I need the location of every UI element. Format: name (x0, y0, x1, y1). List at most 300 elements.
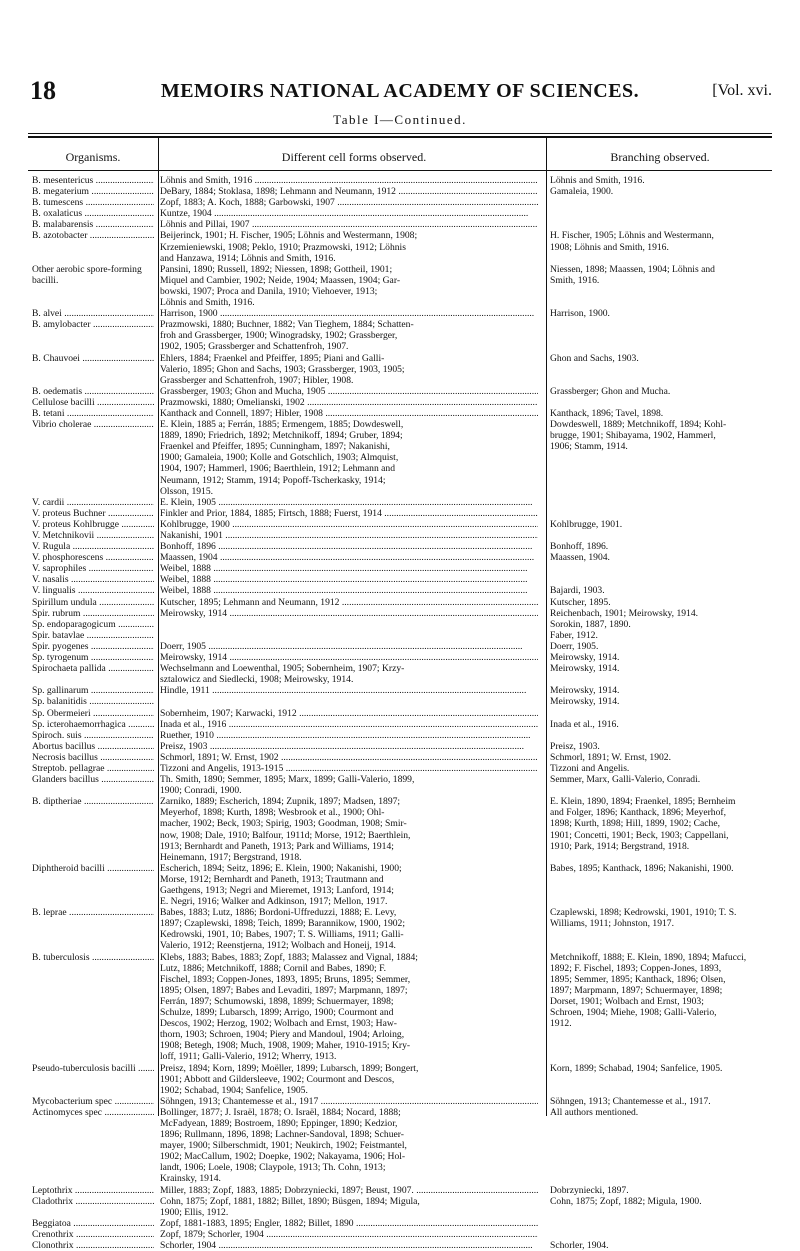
cells-line: Wechselmann and Loewenthal, 1905; Sobernheim, 1907; Krzy- (160, 663, 405, 675)
branching-cell (542, 863, 772, 907)
cell-forms-cell (154, 319, 542, 352)
cell-forms-cell (154, 219, 542, 230)
cell-forms-cell (154, 619, 542, 630)
branching-cell (542, 397, 772, 408)
table-row (28, 497, 772, 508)
cell-forms-cell (154, 741, 542, 752)
branching-cell (542, 264, 772, 308)
branch-line: Bajardi, 1903. (550, 585, 605, 597)
cell-forms-cell (154, 608, 542, 619)
cells-line: Escherich, 1894; Seitz, 1896; E. Klein, 1900; Nakanishi, 1900; (160, 862, 402, 874)
branching-cell (542, 186, 772, 197)
cells-line: 1904, 1907; Hammerl, 1906; Baerthlein, 1912; Lehmann and (160, 463, 396, 475)
branching-cell (542, 763, 772, 774)
branch-line: Faber, 1912. (550, 629, 598, 641)
cells-line: Kanthack and Connell, 1897; Hibler, 1908 ..... (160, 408, 538, 419)
branching-cell (542, 230, 772, 263)
organism-cell (28, 319, 154, 352)
branch-line: Meirowsky, 1914. (550, 663, 620, 675)
cells-line: and Hanzawa, 1914; Löhnis and Smith, 1916. (160, 252, 336, 264)
cells-line: 1901; Abbott and Gildersleeve, 1902; Courmont and Descos, (160, 1073, 395, 1085)
cells-line: Ehlers, 1884; Fraenkel and Pfeiffer, 1895; Piani and Galli- (160, 352, 385, 364)
cells-line: Klebs, 1883; Babes, 1883; Zopf, 1883; Malassez and Vignal, 1884; (160, 951, 418, 963)
branch-line: Meirowsky, 1914. (550, 652, 620, 664)
table-row (28, 952, 772, 1063)
organism-cell (28, 774, 154, 796)
branch-line: Grassberger; Ghon and Mucha. (550, 385, 671, 397)
cell-forms-cell (154, 685, 542, 696)
branching-cell (542, 353, 772, 386)
table-row (28, 397, 772, 408)
organism-cell (28, 197, 154, 208)
cells-line: McFadyean, 1889; Bostroem, 1890; Eppinger, 1890; Kedzior, (160, 1117, 398, 1129)
table-row (28, 552, 772, 563)
cells-line: Miquel and Cambier, 1902; Neide, 1904; Maassen, 1904; Gar- (160, 274, 401, 286)
org-line: Spir. rubrum ..... (32, 608, 154, 619)
branch-line: Tizzoni and Angelis. (550, 762, 630, 774)
table-row (28, 264, 772, 308)
cell-forms-cell (154, 208, 542, 219)
cells-line: Gaethgens, 1913; Negri and Mieremet, 1913; Lanford, 1914; (160, 885, 394, 896)
cells-line: Maassen, 1904 ..... (160, 552, 538, 563)
branching-cell (542, 774, 772, 796)
org-line: B. oedematis ..... (32, 386, 154, 397)
branch-line: Inada et al., 1916. (550, 718, 619, 730)
table-row (28, 652, 772, 663)
branching-cell (542, 1240, 772, 1251)
cells-line: Löhnis and Smith, 1916. (160, 297, 255, 309)
table-caption: Table I—Continued. (333, 112, 467, 127)
org-line: V. phosphorescens ..... (32, 552, 154, 563)
org-line: B. amylobacter ..... (32, 319, 154, 330)
org-line: V. Rugula ..... (32, 541, 154, 552)
cell-forms-cell (154, 308, 542, 319)
table-row (28, 408, 772, 419)
organism-cell (28, 597, 154, 608)
org-line: V. cardii ..... (32, 497, 154, 508)
org-line: B. tumescens ..... (32, 197, 154, 208)
branch-line: Metchnikoff, 1888; E. Klein, 1890, 1894; Mafucci, (550, 951, 747, 963)
branching-cell (542, 219, 772, 230)
branching-cell (542, 386, 772, 397)
organism-cell (28, 386, 154, 397)
cells-line: 1896; Rullmann, 1896, 1898; Lachner-Sandoval, 1898; Schuer- (160, 1129, 404, 1141)
cells-line: Kuntze, 1904 ..... (160, 208, 538, 219)
organism-cell (28, 497, 154, 508)
cells-line: E. Klein, 1885 a; Ferrán, 1885; Ermengem, 1885; Dowdeswell, (160, 419, 404, 431)
org-line: B. tuberculosis ..... (32, 952, 154, 963)
org-line: B. azotobacter ..... (32, 230, 154, 241)
table-row (28, 774, 772, 796)
table-row (28, 1229, 772, 1240)
table-row (28, 641, 772, 652)
table-row (28, 696, 772, 707)
cell-forms-cell (154, 541, 542, 552)
column-header-cell-forms: Different cell forms observed. (281, 150, 427, 164)
cell-forms-cell (154, 708, 542, 719)
table-row (28, 186, 772, 197)
header-rule (28, 170, 772, 171)
branch-line: Dowdeswell, 1889; Metchnikoff, 1894; Kohl- (550, 419, 727, 431)
branch-line: E. Klein, 1890, 1894; Fraenkel, 1895; Bernheim (550, 796, 736, 808)
organism-cell (28, 264, 154, 308)
cells-line: E. Negri, 1916; Walker and Adkinson, 1917; Mellon, 1917. (160, 896, 388, 908)
table-row (28, 630, 772, 641)
organism-cell (28, 652, 154, 663)
org-line: bacilli. (32, 274, 59, 286)
org-line: Sp. Obermeieri ..... (32, 708, 154, 719)
branching-cell (542, 619, 772, 630)
cells-line: Prazmowski, 1880; Buchner, 1882; Van Tieghem, 1884; Schatten- (160, 319, 414, 331)
org-line: B. Chauvoei ..... (32, 353, 154, 364)
branch-line: Meirowsky, 1914. (550, 696, 620, 708)
org-line: B. malabarensis ..... (32, 219, 154, 230)
branch-line: and Folger, 1896; Kanthack, 1896; Meyerhof, (550, 807, 726, 819)
org-line: Clonothrix ..... (32, 1240, 154, 1251)
org-line: Sp. balanitidis ..... (32, 696, 154, 707)
cell-forms-cell (154, 508, 542, 519)
org-line: Spirochaeta pallida ..... (32, 663, 154, 674)
org-line: V. proteus Kohlbrugge ..... (32, 519, 154, 530)
organism-cell (28, 1096, 154, 1107)
cells-line: Lutz, 1886; Metchnikoff, 1888; Cornil and Babes, 1890; F. (160, 962, 387, 974)
organism-cell (28, 719, 154, 730)
branching-cell (542, 952, 772, 1063)
branch-line: Schmorl, 1891; W. Ernst, 1902. (550, 751, 671, 763)
cell-forms-cell (154, 408, 542, 419)
cells-line: 1895; Olsen, 1897; Babes and Levaditi, 1897; Marpmann, 1897; (160, 984, 408, 996)
table-row (28, 208, 772, 219)
table-row (28, 763, 772, 774)
branch-line: Schorler, 1904. (550, 1240, 609, 1251)
cells-line: thorn, 1903; Schroen, 1904; Piery and Mandoul, 1904; Arloing, (160, 1029, 405, 1041)
org-line: Sp. tyrogenum ..... (32, 652, 154, 663)
table-row (28, 863, 772, 907)
cells-line: DeBary, 1884; Stoklasa, 1898; Lehmann and Neumann, 1912 ..... (160, 186, 538, 197)
branching-cell (542, 741, 772, 752)
branch-line: Semmer, Marx, Galli-Valerio, Conradi. (550, 774, 701, 786)
table-row (28, 597, 772, 608)
organism-cell (28, 1107, 154, 1185)
organism-cell (28, 663, 154, 685)
branch-line: All authors mentioned. (550, 1106, 639, 1118)
branch-line: Williams, 1911; Johnston, 1917. (550, 918, 674, 930)
cells-line: 1902; MacCallum, 1902; Doepke, 1902; Nakayama, 1906; Hol- (160, 1151, 406, 1163)
cells-line: E. Klein, 1905 ..... (160, 497, 538, 508)
cell-forms-cell (154, 863, 542, 907)
branching-cell (542, 652, 772, 663)
branching-cell (542, 641, 772, 652)
table-row (28, 219, 772, 230)
cells-line: Miller, 1883; Zopf, 1883, 1885; Dobrzyniecki, 1897; Beust, 1907. ..... (160, 1185, 538, 1196)
table-row (28, 1107, 772, 1185)
cell-forms-cell (154, 719, 542, 730)
cell-forms-cell (154, 197, 542, 208)
branch-line: Kutscher, 1895. (550, 596, 611, 608)
cells-line: now, 1908; Dale, 1910; Balfour, 1911d; Morse, 1912; Baerthlein, (160, 829, 411, 841)
branching-cell (542, 796, 772, 863)
table-row (28, 1185, 772, 1196)
branch-line: Meirowsky, 1914. (550, 685, 620, 697)
table-row (28, 1218, 772, 1229)
branching-cell (542, 1196, 772, 1218)
org-line: B. alvei ..... (32, 308, 154, 319)
cells-line: 1889, 1890; Friedrich, 1892; Metchnikoff, 1894; Gruber, 1894; (160, 430, 403, 442)
cell-forms-cell (154, 597, 542, 608)
organism-cell (28, 353, 154, 386)
org-line: V. lingualis ..... (32, 585, 154, 596)
branching-cell (542, 408, 772, 419)
cells-line: Fraenkel and Pfeiffer, 1895; Cunningham, 1897; Nakanishi, (160, 441, 390, 453)
branching-cell (542, 730, 772, 741)
branch-line: 1912. (550, 1018, 572, 1030)
branch-line: brugge, 1901; Shibayama, 1902, Hammerl, (550, 430, 716, 442)
column-header-organisms: Organisms. (65, 150, 121, 164)
table-row (28, 608, 772, 619)
cell-forms-cell (154, 630, 542, 641)
cells-line: Neumann, 1912; Stamm, 1914; Popoff-Tscherkasky, 1914; (160, 474, 386, 486)
org-line: V. proteus Buchner ..... (32, 508, 154, 519)
branch-line: 1897; Marpmann, 1897; Schuermayer, 1898; (550, 984, 723, 996)
cells-line: Krzemieniewski, 1908; Peklo, 1910; Prazmowski, 1912; Löhnis (160, 241, 406, 253)
branching-cell (542, 208, 772, 219)
table-row (28, 1240, 772, 1251)
cells-line: Weibel, 1888 ..... (160, 585, 538, 596)
branching-cell (542, 1218, 772, 1229)
branch-line: Schroen, 1904; Miehe, 1908; Galli-Valerio, (550, 1007, 717, 1019)
branch-line: 1895; Semmer, 1895; Kanthack, 1896; Olsen, (550, 973, 726, 985)
table-row (28, 508, 772, 519)
table-row (28, 719, 772, 730)
cells-line: mayer, 1900; Silberschmidt, 1901; Neukirch, 1902; Feistmantel, (160, 1140, 407, 1152)
cells-line: Grassberger, 1903; Ghon and Mucha, 1905 ..... (160, 386, 538, 397)
org-line: Necrosis bacillus ..... (32, 752, 154, 763)
org-line: Spiroch. suis ..... (32, 730, 154, 741)
org-line: Sp. icterohaemorrhagica ..... (32, 719, 154, 730)
branch-line: Löhnis and Smith, 1916. (550, 175, 645, 186)
organism-cell (28, 1185, 154, 1196)
cells-line: Söhngen, 1913; Chantemesse et al., 1917 ..... (160, 1096, 538, 1107)
org-line: Crenothrix ..... (32, 1229, 154, 1240)
table-row (28, 230, 772, 263)
branch-line: 1908; Löhnis and Smith, 1916. (550, 241, 669, 253)
branching-cell (542, 1229, 772, 1240)
branching-cell (542, 530, 772, 541)
branch-line: 1906; Stamm, 1914. (550, 441, 628, 453)
cells-line: Descos, 1902; Herzog, 1902; Wolbach and Ernst, 1903; Haw- (160, 1018, 397, 1030)
page-number: 18 (30, 76, 56, 105)
table-row (28, 175, 772, 186)
cell-forms-cell (154, 1240, 542, 1251)
org-line: B. oxalaticus ..... (32, 208, 154, 219)
branching-cell (542, 597, 772, 608)
cells-line: Zopf, 1881-1883, 1895; Engler, 1882; Billet, 1890 ..... (160, 1218, 538, 1229)
cells-line: Kedrowski, 1901, 10; Babes, 1907; T. S. Williams, 1911; Galli- (160, 929, 404, 941)
table-row (28, 541, 772, 552)
table-row (28, 708, 772, 719)
table-row (28, 663, 772, 685)
organism-cell (28, 752, 154, 763)
table-row (28, 752, 772, 763)
organism-cell (28, 419, 154, 497)
cells-line: Nakanishi, 1901 ..... (160, 530, 538, 541)
table-row (28, 308, 772, 319)
branching-cell (542, 419, 772, 497)
table-row (28, 730, 772, 741)
org-line: Leptothrix ..... (32, 1185, 154, 1196)
cell-forms-cell (154, 1196, 542, 1218)
cell-forms-cell (154, 663, 542, 685)
cell-forms-cell (154, 552, 542, 563)
org-line: Streptob. pellagrae ..... (32, 763, 154, 774)
branch-line: Maassen, 1904. (550, 552, 610, 564)
cell-forms-cell (154, 264, 542, 308)
branching-cell (542, 197, 772, 208)
table-row (28, 419, 772, 497)
cells-line: Zopf, 1883; A. Koch, 1888; Garbowski, 1907 ..... (160, 197, 538, 208)
org-line: Glanders bacillus ..... (32, 774, 154, 785)
organism-cell (28, 408, 154, 419)
cells-line: Finkler and Prior, 1884, 1885; Firtsch, 1888; Fuerst, 1914 ..... (160, 508, 538, 519)
organism-cell (28, 696, 154, 707)
branching-cell (542, 685, 772, 696)
table-row (28, 907, 772, 951)
branching-cell (542, 1185, 772, 1196)
branching-cell (542, 663, 772, 685)
org-line: Cladothrix ..... (32, 1196, 154, 1207)
org-line: Abortus bacillus ..... (32, 741, 154, 752)
organism-cell (28, 730, 154, 741)
organism-cell (28, 541, 154, 552)
cells-line: Fischel, 1893; Coppen-Jones, 1893, 1895; Bruns, 1895; Semmer, (160, 973, 411, 985)
branch-line: 1901; Concetti, 1901; Beck, 1903; Cappellani, (550, 829, 729, 841)
cells-line: Krainsky, 1914. (160, 1173, 221, 1185)
organism-cell (28, 608, 154, 619)
branch-line: 1898; Kurth, 1898; Hill, 1899, 1902; Cache, (550, 818, 721, 830)
organism-cell (28, 619, 154, 630)
org-line: V. nasalis ..... (32, 574, 154, 585)
table-row (28, 319, 772, 352)
branch-line: Dorset, 1901; Wolbach and Ernst, 1903; (550, 995, 704, 1007)
cells-line: Heinemann, 1917; Bergstrand, 1918. (160, 851, 302, 863)
organism-cell (28, 208, 154, 219)
cells-line: Ruether, 1910 ..... (160, 730, 538, 741)
cell-forms-cell (154, 585, 542, 596)
org-line: V. saprophiles ..... (32, 563, 154, 574)
cells-line: loff, 1911; Galli-Valerio, 1912; Wherry, 1913. (160, 1051, 337, 1063)
branching-cell (542, 752, 772, 763)
branch-line: Smith, 1916. (550, 274, 600, 286)
cells-line: 1900; Conradi, 1900. (160, 785, 242, 797)
cells-line: 1900; Gamaleia, 1900; Kolle and Gotschlich, 1903; Almquist, (160, 452, 399, 464)
organism-cell (28, 907, 154, 951)
table-row (28, 796, 772, 863)
org-line: Actinomyces spec ..... (32, 1107, 154, 1118)
cell-forms-cell (154, 230, 542, 263)
cells-line: Ferrán, 1897; Schumowski, 1898, 1899; Schuermayer, 1898; (160, 995, 394, 1007)
branching-cell (542, 175, 772, 186)
branch-line: Doerr, 1905. (550, 640, 599, 652)
cells-line: Löhnis and Pillai, 1907 ..... (160, 219, 538, 230)
org-line: B. diptheriae ..... (32, 796, 154, 807)
cells-line: bowski, 1907; Proca and Danila, 1910; Viehoever, 1913; (160, 285, 378, 297)
cell-forms-cell (154, 1218, 542, 1229)
cells-line: Babes, 1883; Lutz, 1886; Bordoni-Uffreduzzi, 1888; E. Levy, (160, 907, 397, 919)
org-line: Sp. gallinarum ..... (32, 685, 154, 696)
cells-line: 1900; Ellis, 1912. (160, 1206, 229, 1218)
cells-line: Tizzoni and Angelis, 1913-1915 ..... (160, 763, 538, 774)
branch-line: Söhngen, 1913; Chantemesse et al., 1917. (550, 1095, 711, 1107)
branching-cell (542, 719, 772, 730)
volume-label: [Vol. xvi. (712, 82, 772, 99)
cells-line: Zopf, 1879; Schorler, 1904 ..... (160, 1229, 538, 1240)
cells-line: Weibel, 1888 ..... (160, 563, 538, 574)
cells-line: Preisz, 1894; Korn, 1899; Moëller, 1899; Lubarsch, 1899; Bongert, (160, 1062, 419, 1074)
organism-cell (28, 708, 154, 719)
cell-forms-cell (154, 1229, 542, 1240)
cell-forms-cell (154, 386, 542, 397)
column-header-branching: Branching observed. (610, 150, 710, 164)
cell-forms-cell (154, 563, 542, 574)
org-line: Pseudo-tuberculosis bacilli ..... (32, 1063, 154, 1074)
cells-line: 1908; Betegh, 1908; Much, 1908, 1909; Maher, 1910-1915; Kry- (160, 1040, 411, 1052)
cells-line: Th. Smith, 1890; Semmer, 1895; Marx, 1899; Galli-Valerio, 1899, (160, 774, 415, 786)
cell-forms-cell (154, 641, 542, 652)
document-page (28, 0, 772, 1251)
cells-line: Kohlbrugge, 1900 ..... (160, 519, 538, 530)
organism-cell (28, 1063, 154, 1096)
cells-line: 1913; Bernhardt and Paneth, 1913; Park and Williams, 1914; (160, 840, 394, 852)
branching-cell (542, 608, 772, 619)
cell-forms-cell (154, 1185, 542, 1196)
cells-line: Löhnis and Smith, 1916 ..... (160, 175, 538, 186)
branch-line: Babes, 1895; Kanthack, 1896; Nakanishi, 1900. (550, 862, 734, 874)
branching-cell (542, 696, 772, 707)
cell-forms-cell (154, 1096, 542, 1107)
cell-forms-cell (154, 530, 542, 541)
org-line: B. mesentericus ..... (32, 175, 154, 186)
organism-cell (28, 763, 154, 774)
table-row (28, 574, 772, 585)
cells-line: macher, 1902; Beck, 1903; Spirig, 1903; Goodman, 1908; Smir- (160, 818, 407, 830)
organism-cell (28, 186, 154, 197)
branch-line: Niessen, 1898; Maassen, 1904; Löhnis and (550, 263, 715, 275)
cells-line: froh and Grassberger, 1900; Winogradsky, 1902; Grassberger, (160, 330, 398, 342)
branch-line: Sorokin, 1887, 1890. (550, 618, 631, 630)
cells-line: Meirowsky, 1914 ..... (160, 652, 538, 663)
cells-line: Olsson, 1915. (160, 485, 214, 497)
organism-cell (28, 685, 154, 696)
cell-forms-cell (154, 353, 542, 386)
cells-line: sztalowicz and Siedlecki, 1908; Meirowsky, 1914. (160, 674, 354, 686)
branching-cell (542, 508, 772, 519)
table-body (28, 175, 772, 1251)
cell-forms-cell (154, 397, 542, 408)
org-line: Sp. endoparagogicum ..... (32, 619, 154, 630)
cells-line: Schorler, 1904 ..... (160, 1240, 538, 1251)
cells-line: Cohn, 1875; Zopf, 1881, 1882; Billet, 1890; Büsgen, 1894; Migula, (160, 1195, 420, 1207)
branching-cell (542, 1096, 772, 1107)
org-line: B. tetani ..... (32, 408, 154, 419)
cells-line: Pansini, 1890; Russell, 1892; Niessen, 1898; Gottheil, 1901; (160, 263, 393, 275)
branching-cell (542, 574, 772, 585)
branch-line: Gamaleia, 1900. (550, 186, 614, 198)
cells-line: Schmorl, 1891; W. Ernst, 1902 ..... (160, 752, 538, 763)
cells-line: 1902; Schabad, 1904; Sanfelice, 1905. (160, 1084, 308, 1096)
branching-cell (542, 630, 772, 641)
cells-line: Meirowsky, 1914 ..... (160, 608, 538, 619)
cell-forms-cell (154, 1107, 542, 1185)
